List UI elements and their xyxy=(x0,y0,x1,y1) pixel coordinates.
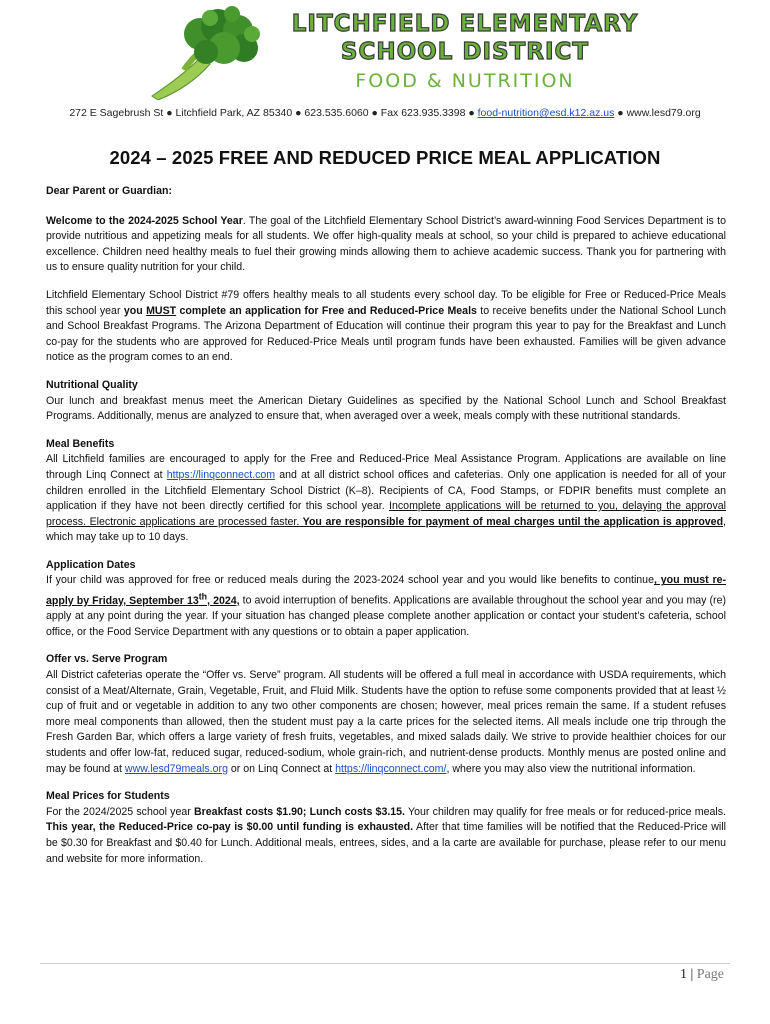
address-text: 272 E Sagebrush St ● Litchfield Park, AZ 85340 ● 623.535.6060 ● Fax 623.935.3398 ● xyxy=(69,107,475,119)
district-name-line1: LITCHFIELD ELEMENTARY xyxy=(291,11,639,37)
linqconnect-link[interactable]: https://linqconnect.com xyxy=(166,468,276,481)
eligibility-pre: Litchfield Elementary School District #79 offers healthy meals to all students every school day. To be eligible for Free or Reduced-Price Meals this school year xyxy=(46,288,726,317)
eligibility-post: to receive benefits under the National School Lunch and School Breakfast Programs. The Arizona Department of Education will continue their program this year to pay for the Breakfast and Lunch co-pay for the students who are approved for Reduced-Price Meals until program funds have been exhausted. Families will be given advance notice as the program comes to an end. xyxy=(46,304,727,364)
application-dates-paragraph xyxy=(46,573,726,640)
page-number-separator: | xyxy=(690,967,694,982)
benefits-responsibility: You are responsible for payment of meal charges until the application is approved xyxy=(299,515,724,528)
district-logo xyxy=(140,4,660,100)
page-number xyxy=(680,967,724,983)
offer-vs-serve-heading: Offer vs. Serve Program xyxy=(46,653,168,666)
contact-line xyxy=(0,107,770,119)
eligibility-must: MUST xyxy=(146,304,177,317)
prices-costs: Breakfast costs $1.90; Lunch costs $3.15. xyxy=(194,805,406,818)
separator-dot: ● xyxy=(617,107,624,119)
deadline-suffix: th xyxy=(198,591,208,602)
offer-text-1: All District cafeterias operate the “Offer vs. Serve” program. All students will be offered a full meal in accordance with USDA requirements, which consist of a Meat/Alternate, Grain, Vegetable, Fruit, and Fluid Milk. Students have the option to refuse some components provided that at least ½ cup of fruit and or vegetable in addition to any two other components are chosen; however, meal prices remain the same. If a student refuses more meal components than allowed, then the student must pay a la carte prices for the selected items. All meals include one trip through the Fresh Garden Bar, which offers a large variety of fresh fruits, vegetables, and mixed salads daily. We strive to provide healthier choices for our students and offer low-fat, reduced sugar, reduced-sodium, whole grain-rich, and nutrient-dense products. Monthly menus are posted online and may be found at xyxy=(46,668,726,775)
page-label: Page xyxy=(696,967,724,982)
linqconnect-link-2[interactable]: https://linqconnect.com/ xyxy=(335,762,447,775)
footer-divider xyxy=(40,963,730,964)
prices-text-1: For the 2024/2025 school year xyxy=(46,805,195,818)
offer-vs-serve-paragraph xyxy=(46,668,726,777)
district-name-line2: SCHOOL DISTRICT xyxy=(340,39,590,65)
benefits-tail: , which may take up to 10 days. xyxy=(46,515,726,544)
eligibility-paragraph xyxy=(46,288,726,366)
meal-benefits-heading: Meal Benefits xyxy=(46,437,115,450)
nutritional-quality-paragraph: Our lunch and breakfast menus meet the American Dietary Guidelines as specified by the National School Lunch and School Breakfast Programs. Additionally, menus are analyzed to ensure that, when averaged over a week, meals comply with these nutritional standards. xyxy=(46,394,726,423)
page-title: 2024 – 2025 FREE AND REDUCED PRICE MEAL APPLICATION xyxy=(109,147,661,168)
meal-prices-paragraph xyxy=(46,805,726,867)
dates-text-2: to avoid interruption of benefits. Applications are available throughout the school year and you may (re) apply at any point during the year. If your situation has changed please complete another application or contact your student’s cafeteria, school office, or the Food Service Department with any questions or to obtain a paper application. xyxy=(46,594,726,638)
eligibility-bold: complete an application for Free and Reduced-Price Meals xyxy=(176,304,477,317)
benefits-text-1: All Litchfield families are encouraged to apply for the Free and Reduced-Price Meal Assistance Program. Applications are available on line through Linq Connect at xyxy=(46,453,726,481)
letter-body xyxy=(46,184,726,879)
website-text: www.lesd79.org xyxy=(626,107,701,119)
deadline-text: , you must re-apply by Friday, September 13 xyxy=(46,574,727,607)
offer-text-3: , where you may also view the nutritional information. xyxy=(446,762,696,775)
benefits-text-2: and at all district school offices and cafeterias. Only one application is needed for all of your children enrolled in the Litchfield Elementary School District (K–8). Recipients of CA, Food Stamps, or FDPIR benefits must complete an application if they have not been directly certified for this school year. xyxy=(46,468,726,513)
welcome-lead: Welcome to the 2024-2025 School Year xyxy=(46,214,243,227)
eligibility-you: you xyxy=(123,304,147,317)
application-dates-heading: Application Dates xyxy=(46,558,136,571)
deadline-year: , 2024, xyxy=(207,594,240,607)
dates-text-1: If your child was approved for free or reduced meals during the 2023-2024 school year and you would like benefits to continue xyxy=(46,574,654,587)
offer-text-2: or on Linq Connect at xyxy=(227,762,336,775)
salutation: Dear Parent or Guardian: xyxy=(46,185,172,197)
menus-link[interactable]: www.lesd79meals.org xyxy=(124,762,228,775)
page-number-value: 1 xyxy=(679,967,687,982)
brand-text xyxy=(275,10,655,96)
welcome-paragraph xyxy=(46,214,726,276)
broccoli-icon xyxy=(140,4,270,100)
department-name: FOOD & NUTRITION xyxy=(355,70,575,92)
prices-text-2: Your children may qualify for free meals or for reduced-price meals. xyxy=(405,805,726,818)
benefits-underlined: Incomplete applications will be returned to you, delaying the approval process. Electronic applications are processed faster. xyxy=(46,500,726,528)
email-link[interactable]: food-nutrition@esd.k12.az.us xyxy=(477,107,615,119)
nutritional-quality-heading: Nutritional Quality xyxy=(46,378,138,391)
meal-prices-heading: Meal Prices for Students xyxy=(46,790,170,803)
meal-benefits-paragraph xyxy=(46,452,726,546)
welcome-body: . The goal of the Litchfield Elementary School District’s award-winning Food Services Department is to provide nutritious and appetizing meals for all students. We offer high-quality meals at school, so your child is prepared to achieve educational excellence. Children need healthy meals to fuel their growing minds allowing them to achieve academic success. Thank you for partnering with us to ensure quality nutrition for your child. xyxy=(46,214,726,274)
prices-text-3: After that time families will be notified that the Reduced-Price will be $0.30 for Breakfast and $0.40 for Lunch. Additional meals, entrees, sides, and a la carte are available for purchase, please refer to our menu and website for more information. xyxy=(46,821,726,865)
prices-copay: This year, the Reduced-Price co-pay is $0.00 until funding is exhausted. xyxy=(46,821,414,834)
